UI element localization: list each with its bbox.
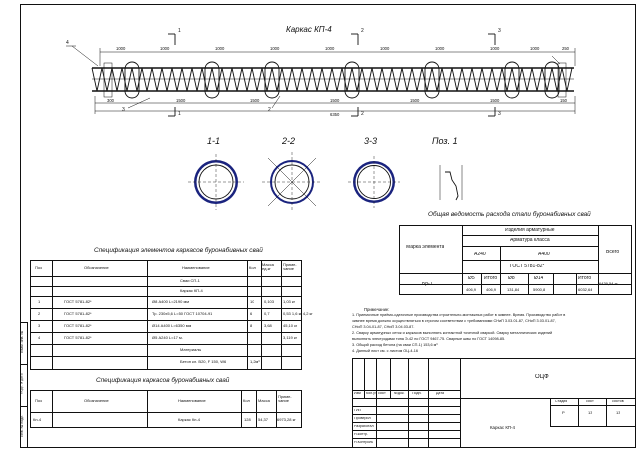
- stamp-stage-val: 13: [588, 411, 593, 415]
- top-dim-label: 1000: [215, 46, 225, 51]
- note-line: 2. Сварку арматурных сеток и каркасов выполнять контактной точечной сваркой. Сварку металлических изделий: [352, 331, 553, 335]
- spec2-cell: 128: [244, 418, 251, 422]
- spec2-title: Спецификация каркасов буронабивных свай: [96, 377, 230, 384]
- spec1-cell-note: 0,53 1,6 кг 4,2 кг: [283, 312, 313, 316]
- spec2-table: [30, 390, 302, 428]
- poz-label: Поз. 1: [432, 136, 458, 146]
- spec1-cell-note: 1,03 кг: [283, 300, 296, 304]
- steel-col-mark: Марка элемента: [406, 245, 445, 250]
- spec1-cell-name: Тр. 230х5,6 L=50 ГОСТ 10704-91: [152, 312, 213, 316]
- spec1-cell-kol: 10: [250, 300, 255, 304]
- spec1-cell-poz: 3: [38, 324, 41, 328]
- stamp-role: Н.Контроль: [354, 441, 374, 444]
- stamp-col-head: Подп.: [412, 392, 422, 395]
- leader-label: 2: [268, 107, 271, 113]
- notes-heading: Примечание:: [364, 307, 390, 312]
- stamp-role: ГИП: [354, 409, 362, 412]
- steel-diam-head: Ø5: [468, 276, 475, 281]
- note-line: СНиП 3.04-01-87, СНиП 3.04.03-87.: [352, 325, 415, 329]
- side-label: Подп. и дата: [19, 373, 24, 395]
- bottom-dim-label: 1500: [410, 98, 420, 103]
- stamp-col-head: Лист: [378, 392, 386, 395]
- section-marker: 2: [361, 111, 364, 117]
- stamp-col-head: Дата: [436, 392, 444, 395]
- bottom-dim-label: 1500: [330, 98, 340, 103]
- drawing-title: Каркас КП-4: [286, 25, 332, 34]
- spec1-cell-name: Бетон кл. В20, F 150, W6: [180, 360, 227, 364]
- stamp-stage-head: Лист: [586, 400, 594, 403]
- spec1-cell-oboz: ГОСТ 5781-82*: [64, 312, 92, 316]
- top-dim-label: 250: [562, 46, 569, 51]
- stamp-stage-head: Листов: [612, 400, 624, 403]
- steel-value: 6032,64: [578, 288, 593, 292]
- spec1-cell-kol: 1,2м³: [250, 360, 260, 364]
- spec2-head: Поз: [35, 399, 42, 403]
- spec1-cell-oboz: ГОСТ 5781-82*: [64, 324, 92, 328]
- spec2-cell: 54,37: [258, 418, 269, 422]
- note-line: 3. Общий расход бетона (на сваи СП-1) 153,6 м³: [352, 343, 438, 347]
- spec1-cell-poz: 1: [38, 300, 41, 304]
- stamp-col-head: Кол.уч: [366, 392, 377, 395]
- spec1-cell-poz: 2: [38, 312, 41, 316]
- section-marker: 1: [178, 28, 181, 34]
- stamp-stage-val: 13: [616, 411, 621, 415]
- spec1-cell-oboz: ГОСТ 5781-82*: [64, 300, 92, 304]
- top-dim-label: 1000: [435, 46, 445, 51]
- spec2-cell: Каркас Кп-4: [178, 418, 201, 422]
- spec1-cell-name: Ø14 А400 L=6350 мм: [152, 324, 192, 328]
- bottom-dim-label: 300: [107, 98, 114, 103]
- note-line: зимнее время должно осуществляться в строгом соответствии с требованиями СНиП 3.03.01-87, СНиП 3.03.01-87,: [352, 319, 556, 323]
- section-label: 1-1: [207, 136, 221, 146]
- top-dim-label: 1000: [380, 46, 390, 51]
- steel-value: 5900,8: [533, 288, 546, 292]
- top-dim-label: 1000: [490, 46, 500, 51]
- spec2-cell: 6973,28 кг: [277, 418, 296, 422]
- spec2-head: Обозначение: [84, 399, 109, 403]
- top-dim-label: 1000: [116, 46, 126, 51]
- section-marker: 3: [498, 28, 501, 34]
- note-line: 1. Приемочные приёмо-сдаточные производства строительно-монтажных работ в зимнее. Время. Производство работ в: [352, 313, 566, 317]
- spec1-cell-mass: 0,103: [264, 300, 275, 304]
- spec1-cell-name: Ø5 А240 L=17 м.: [152, 336, 183, 340]
- bottom-dim-label: 150: [560, 98, 567, 103]
- steel-a240: А240: [474, 252, 486, 257]
- spec2-head: Наименование: [178, 399, 206, 403]
- steel-value: 406,9: [466, 288, 477, 292]
- steel-total-value: 6439,54 кг: [599, 282, 618, 286]
- stamp-role: Н.контр.: [354, 433, 368, 436]
- steel-diam-head: Итого: [484, 276, 498, 281]
- stamp-stage-head: Стадия: [555, 400, 568, 403]
- stamp-col-head: №док.: [394, 392, 405, 395]
- spec1-cell-name: Ø8 А400 L=2190 мм: [152, 300, 189, 304]
- spec1-head: Приме- чание: [283, 263, 297, 271]
- top-dim-label: 1000: [160, 46, 170, 51]
- steel-gost: ГОСТ 5781-82*: [510, 264, 545, 269]
- leader-label: 4: [66, 40, 69, 46]
- steel-value: 406,9: [486, 288, 497, 292]
- spec1-cell-poz: 4: [38, 336, 41, 340]
- note-line: выполнять электродами типа Э-42 по ГОСТ 9467-75. Сварные швы по ГОСТ 14098-85.: [352, 337, 506, 341]
- stamp-col-head: Изм: [354, 392, 361, 395]
- stamp-role: Проверил: [354, 417, 371, 420]
- stamp-stage-val: Р: [562, 411, 565, 415]
- total-length: 6350: [330, 112, 340, 117]
- steel-total-head: Всего: [606, 250, 620, 255]
- section-marker: 1: [178, 111, 181, 117]
- spec1-cell-name: Сваи СП-1: [180, 279, 200, 283]
- spec1-cell-name: Материалы: [180, 348, 202, 352]
- section-marker: 2: [361, 28, 364, 34]
- bottom-dim-label: 1500: [176, 98, 186, 103]
- top-dim-label: 1000: [530, 46, 540, 51]
- spec1-cell-name: Каркас КП-4: [180, 289, 203, 293]
- spec2-head: Приме- чание: [278, 395, 292, 403]
- spec2-head: Масса: [258, 399, 270, 403]
- spec1-cell-kol: 8: [250, 324, 253, 328]
- steel-diam-head: Ø8: [508, 276, 515, 281]
- spec1-head: Поз: [35, 266, 42, 270]
- steel-subgroup: Арматура класса: [510, 238, 550, 243]
- spec1-cell-oboz: ГОСТ 5781-82*: [64, 336, 92, 340]
- note-line: 4. Данный лист см. с листом ОЦ-4-16: [352, 349, 418, 353]
- spec1-head: Обозначение: [84, 266, 109, 270]
- spec1-cell-note: 3,119 кг: [283, 336, 298, 340]
- steel-diam-head: Ø14: [534, 276, 544, 281]
- spec1-head: Масса ед.кг: [262, 263, 274, 271]
- section-label: 2-2: [282, 136, 296, 146]
- spec1-title: Спецификация элементов каркасов буронабивных свай: [94, 247, 263, 254]
- side-label: Взам. инв. №: [20, 330, 25, 353]
- section-marker: 3: [498, 111, 501, 117]
- spec1-head: Наименование: [182, 266, 210, 270]
- steel-value: 131,84: [507, 288, 520, 292]
- spec1-cell-mass: 3,68: [264, 324, 272, 328]
- spec1-cell-mass: 0,7: [264, 312, 270, 316]
- bottom-dim-label: 1500: [250, 98, 260, 103]
- top-dim-label: 1000: [325, 46, 335, 51]
- stamp-sheet-name: Каркас КП-4: [490, 426, 515, 430]
- spec2-cell: Кп-4: [33, 418, 42, 422]
- spec1-head: Кол: [249, 266, 256, 270]
- leader-label: 3: [122, 107, 125, 113]
- spec1-cell-kol: 6: [250, 312, 253, 316]
- spec2-head: Кол: [243, 399, 250, 403]
- steel-table-title: Общая ведомость расхода стали буронабивных свай: [428, 211, 591, 218]
- stamp-code: ОЦФ: [535, 374, 549, 380]
- steel-diam-head: Итого: [578, 276, 592, 281]
- side-label: Инв. № подл.: [20, 414, 25, 437]
- bottom-dim-label: 1500: [490, 98, 500, 103]
- steel-a400: А400: [538, 252, 550, 257]
- section-label: 3-3: [364, 136, 378, 146]
- stamp-role: Разработал: [354, 425, 374, 428]
- steel-row-mark: Бр-1: [422, 282, 433, 287]
- steel-group: Изделия арматурные: [505, 228, 555, 233]
- spec1-cell-note: 45,10 кг: [283, 324, 298, 328]
- top-dim-label: 1000: [270, 46, 280, 51]
